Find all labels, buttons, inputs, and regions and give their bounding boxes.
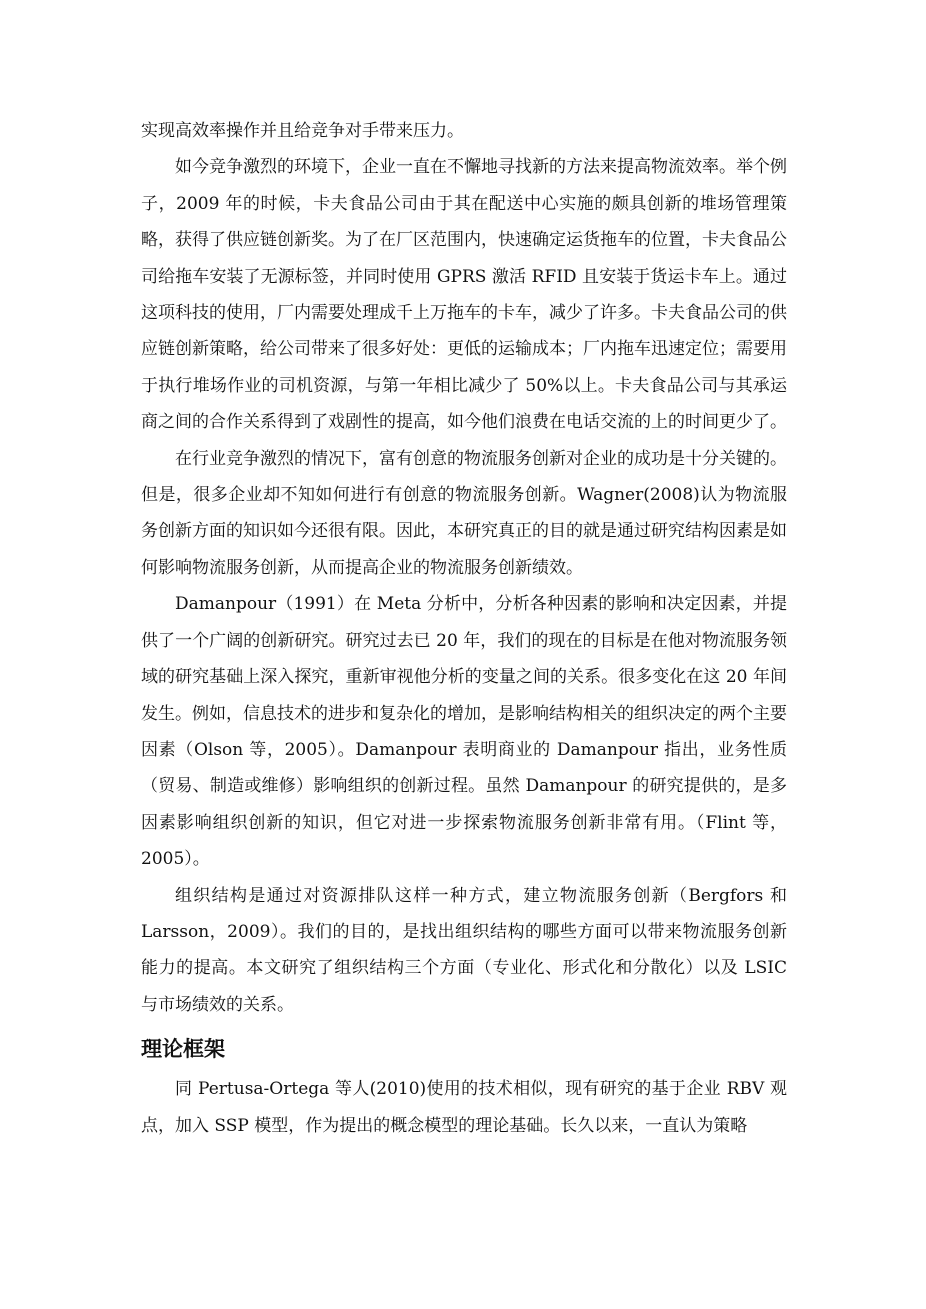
paragraph-research-purpose: 在行业竞争激烈的情况下，富有创意的物流服务创新对企业的成功是十分关键的。但是，很多企业却不知如何进行有创意的物流服务创新。Wagner(2008)认为物流服务创新方面的知识如今还很有限。因此，本研究真正的目的就是通过研究结构因素是如何影响物流服务创新，从而提高企业的物流服务创新绩效。	[141, 448, 787, 578]
paragraph-continuation: 实现高效率操作并且给竞争对手带来压力。	[141, 121, 464, 141]
paragraph-kraft-example: 如今竞争激烈的环境下，企业一直在不懈地寻找新的方法来提高物流效率。举个例子，2009 年的时候，卡夫食品公司由于其在配送中心实施的颇具创新的堆场管理策略，获得了供应链创新奖。为了在厂区范围内，快速确定运货拖车的位置，卡夫食品公司给拖车安装了无源标签，并同时使用 GPRS 激活 RFID 且安装于货运卡车上。通过这项科技的使用，厂内需要处理成千上万拖车的卡车，减少了许多。卡夫食品公司的供应链创新策略，给公司带来了很多好处：更低的运输成本；厂内拖车迅速定位；需要用于执行堆场作业的司机资源，与第一年相比减少了 50%以上。卡夫食品公司与其承运商之间的合作关系得到了戏剧性的提高，如今他们浪费在电话交流的上的时间更少了。	[141, 157, 787, 433]
section-heading: 理论框架	[141, 1037, 225, 1062]
document-body	[141, 113, 787, 1144]
paragraph-organizational-structure: 组织结构是通过对资源排队这样一种方式，建立物流服务创新（Bergfors 和 Larsson，2009）。我们的目的，是找出组织结构的哪些方面可以带来物流服务创新能力的提高。本文研究了组织结构三个方面（专业化、形式化和分散化）以及 LSIC 与市场绩效的关系。	[141, 885, 787, 1015]
paragraph-damanpour: Damanpour（1991）在 Meta 分析中，分析各种因素的影响和决定因素，并提供了一个广阔的创新研究。研究过去已 20 年，我们的现在的目标是在他对物流服务领域的研究基础上深入探究，重新审视他分析的变量之间的关系。很多变化在这 20 年间发生。例如，信息技术的进步和复杂化的增加，是影响结构相关的组织决定的两个主要因素（Olson 等，2005）。Damanpour 表明商业的 Damanpour 指出，业务性质（贸易、制造或维修）影响组织的创新过程。虽然 Damanpour 的研究提供的，是多因素影响组织创新的知识，但它对进一步探索物流服务创新非常有用。（Flint 等，2005）。	[141, 594, 787, 870]
paragraph-theory-framework: 同 Pertusa-Ortega 等人(2010)使用的技术相似，现有研究的基于企业 RBV 观点，加入 SSP 模型，作为提出的概念模型的理论基础。长久以来，一直认为策略	[141, 1079, 787, 1136]
